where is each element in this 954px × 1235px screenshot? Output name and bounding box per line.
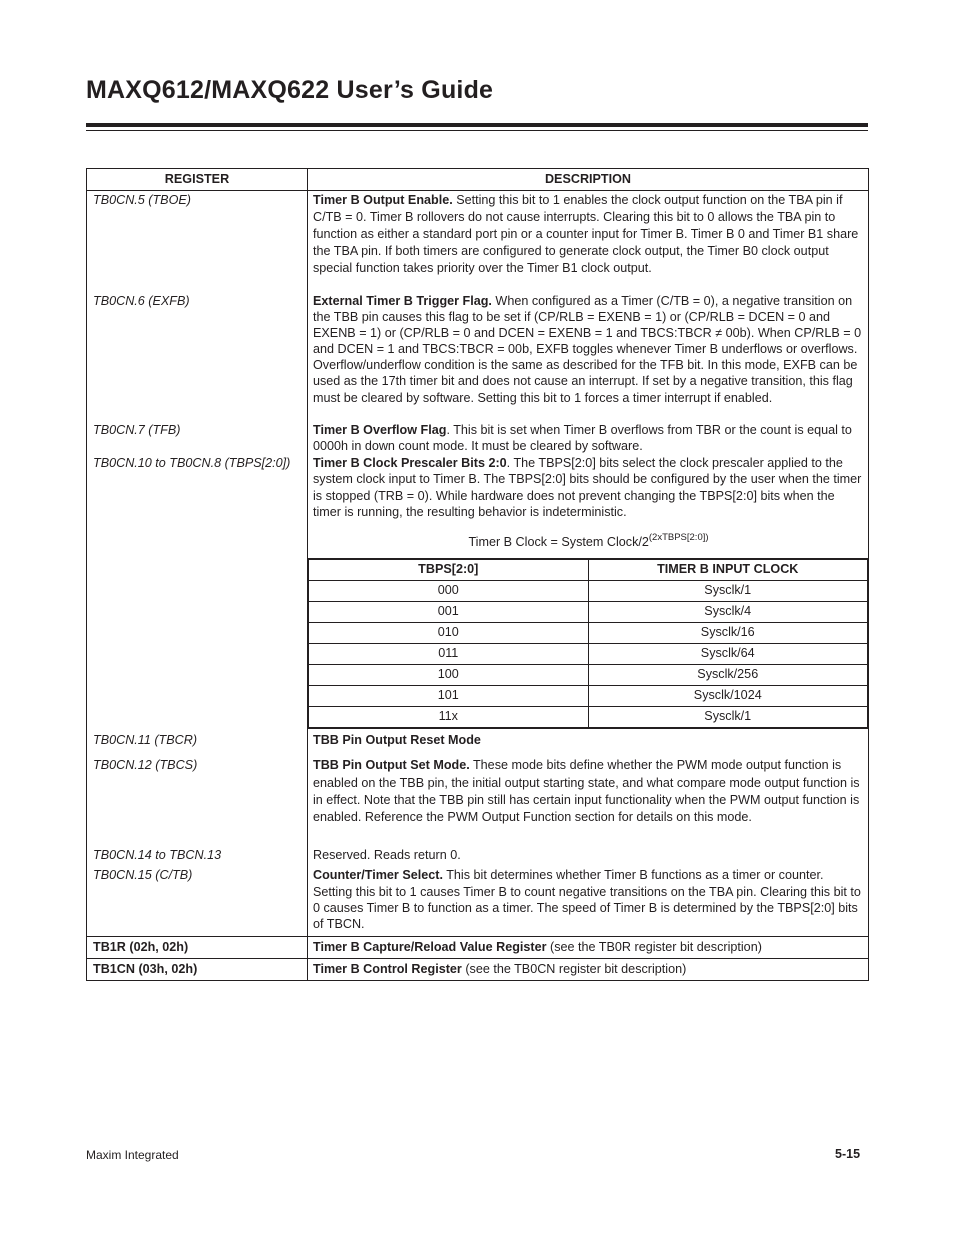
bit-desc-title: Timer B Overflow Flag: [313, 423, 447, 437]
page-title: MAXQ612/MAXQ622 User’s Guide: [86, 76, 494, 104]
tbps-value: 011: [309, 644, 589, 665]
bit-name-tboe: TB0CN.5 (TBOE): [93, 193, 191, 207]
table-row: [87, 559, 869, 729]
formula-exponent: (2xTBPS[2:0]): [648, 532, 709, 544]
bit-desc-text: These mode bits define whether the PWM mode output function is enabled on the TBB pin, the initial output starting state, and what compare mode output function is in effect. Note that the TBB pin still has certain input functionality when the PWM output function is enabled. Reference the PWM Output Function section for details on this mode.: [313, 758, 860, 825]
title-rule-thick: [86, 123, 868, 127]
bit-name-reserved: TB0CN.14 to TBCN.13: [93, 847, 222, 862]
bit-name-exfb: TB0CN.6 (EXFB): [93, 294, 190, 308]
tbps-value: 001: [309, 602, 589, 623]
bit-desc-tbps: [313, 455, 864, 520]
register-desc-tb1r: [308, 936, 869, 958]
table-header-row: [87, 169, 869, 191]
prescaler-row: [309, 581, 868, 602]
table-row: [87, 729, 869, 936]
prescaler-formula: [313, 520, 864, 555]
register-desc-text: (see the TB0R register bit description): [546, 939, 762, 954]
prescaler-row: [309, 707, 868, 728]
clock-value: Sysclk/1024: [588, 686, 868, 707]
clock-value: Sysclk/1: [588, 707, 868, 728]
bit-desc-title: Timer B Clock Prescaler Bits 2:0: [313, 456, 507, 470]
tbps-value: 101: [309, 686, 589, 707]
bit-desc-tbcr: [313, 732, 864, 757]
tbps-value: 010: [309, 623, 589, 644]
prescaler-row: [309, 623, 868, 644]
prescaler-table-cell: [308, 559, 869, 729]
bit-desc-title: External Timer B Trigger Flag.: [313, 294, 492, 308]
table-row: [87, 958, 869, 980]
register-cell: [87, 191, 308, 559]
clock-value: Sysclk/64: [588, 644, 868, 665]
register-name-tb1r: TB1R (02h, 02h): [87, 936, 308, 958]
page-number: 5-15: [835, 1147, 861, 1161]
bit-desc-title: TBB Pin Output Set Mode.: [313, 758, 470, 773]
bit-desc-reserved: [313, 847, 864, 867]
table-row: [87, 191, 869, 559]
bit-name-tbcs: TB0CN.12 (TBCS): [93, 757, 198, 772]
tbps-value: 100: [309, 665, 589, 686]
prescaler-row: [309, 644, 868, 665]
bit-desc-tboe: [313, 192, 864, 293]
prescaler-row: [309, 602, 868, 623]
bit-desc-title: Timer B Output Enable.: [313, 193, 453, 207]
clock-value: Sysclk/16: [588, 623, 868, 644]
formula-base: Timer B Clock = System Clock/2: [468, 535, 649, 550]
register-desc-tb1cn: [308, 958, 869, 980]
description-column-header: DESCRIPTION: [308, 169, 869, 191]
bit-name-tbps: TB0CN.10 to TB0CN.8 (TBPS[2:0]): [93, 456, 291, 470]
bit-desc-tbcs: [313, 757, 864, 847]
bit-desc-text: Reserved. Reads return 0.: [313, 848, 461, 863]
bit-desc-exfb: [313, 293, 864, 422]
bit-desc-text: . This bit is set when Timer B overflows from TBR or the count is equal to 0000h in down count mode. It must be cleared by software.: [313, 423, 852, 454]
register-name-tb1cn: TB1CN (03h, 02h): [87, 958, 308, 980]
prescaler-row: [309, 665, 868, 686]
bit-desc-text: This bit determines whether Timer B functions as a timer or counter. Setting this bit to 1 causes Timer B to count negative transitions on the TBA pin. Clearing this bit to 0 causes Timer B to function as a timer. The speed of Timer B is determined by the TBPS[2:0] bits of TBCN.: [313, 868, 861, 932]
bit-desc-text: Setting this bit to 1 enables the clock output function on the TBA pin if C/TB = 0. Timer B rollovers do not cause interrupts. Clearing this bit to 0 allows the TBA pin to function as either a standard port pin or a counter input for Timer B. Timer B 0 and Timer B1 share the TBA pin. If both timers are configured to generate clock output, the Timer B0 clock output special function takes priority over the Timer B1 clock output.: [313, 193, 859, 275]
tbps-value: 11x: [309, 707, 589, 728]
register-desc-title: Timer B Control Register: [313, 961, 462, 976]
register-desc-title: Timer B Capture/Reload Value Register: [313, 939, 547, 954]
footer-company: Maxim Integrated: [86, 1148, 179, 1162]
clock-value: Sysclk/256: [588, 665, 868, 686]
prescaler-table: [308, 559, 868, 728]
register-table: [86, 168, 869, 981]
title-rule-thin: [86, 130, 868, 131]
tbps-value: 000: [309, 581, 589, 602]
bit-desc-title: TBB Pin Output Reset Mode: [313, 733, 481, 748]
bit-name-ctb: TB0CN.15 (C/TB): [93, 867, 193, 882]
bit-desc-text: When configured as a Timer (C/TB = 0), a negative transition on the TBB pin causes this flag to be set if (CP/RLB = EXENB = 1) or (CP/RLB = DCEN = 0 and EXENB = 1) or (CP/RLB = 0 and DCEN = EXENB = 1 and TBCS:TBCR ≠ 00b). When CP/RLB = 0 and DCEN = 1 and TBCS:TBCR = 00b, EXFB toggles whenever Timer B underflows or overflows. Overflow/underflow condition is the same as described for the TFB bit. In this mode, EXFB can be used as the 17th timer bit and does not cause an interrupt. If set by a negative transition, this flag must be cleared by software. Setting this bit to 1 forces a timer interrupt if enabled.: [313, 294, 862, 405]
register-cell: [87, 729, 308, 936]
bit-desc-text: . The TBPS[2:0] bits select the clock prescaler applied to the system clock input to Timer B. The TBPS[2:0] bits should be configured by the user when the timer is stopped (TRB = 0). While hardware does not prevent changing the TBPS[2:0] bits when the timer is running, the resulting behavior is indeterministic.: [313, 456, 862, 519]
bit-name-tfb: TB0CN.7 (TFB): [93, 423, 181, 437]
bit-desc-ctb: [313, 867, 864, 932]
register-desc-text: (see the TB0CN register bit description): [461, 961, 687, 976]
description-cell: [308, 191, 869, 559]
prescaler-row: [309, 686, 868, 707]
bit-name-tbcr: TB0CN.11 (TBCR): [93, 732, 198, 747]
bit-desc-tfb: [313, 422, 864, 455]
input-clock-column-header: TIMER B INPUT CLOCK: [588, 560, 868, 581]
bit-desc-title: Counter/Timer Select.: [313, 868, 443, 883]
clock-value: Sysclk/1: [588, 581, 868, 602]
tbps-column-header: TBPS[2:0]: [309, 560, 589, 581]
clock-value: Sysclk/4: [588, 602, 868, 623]
register-column-header: REGISTER: [87, 169, 308, 191]
description-cell: [308, 729, 869, 936]
table-row: [87, 936, 869, 958]
